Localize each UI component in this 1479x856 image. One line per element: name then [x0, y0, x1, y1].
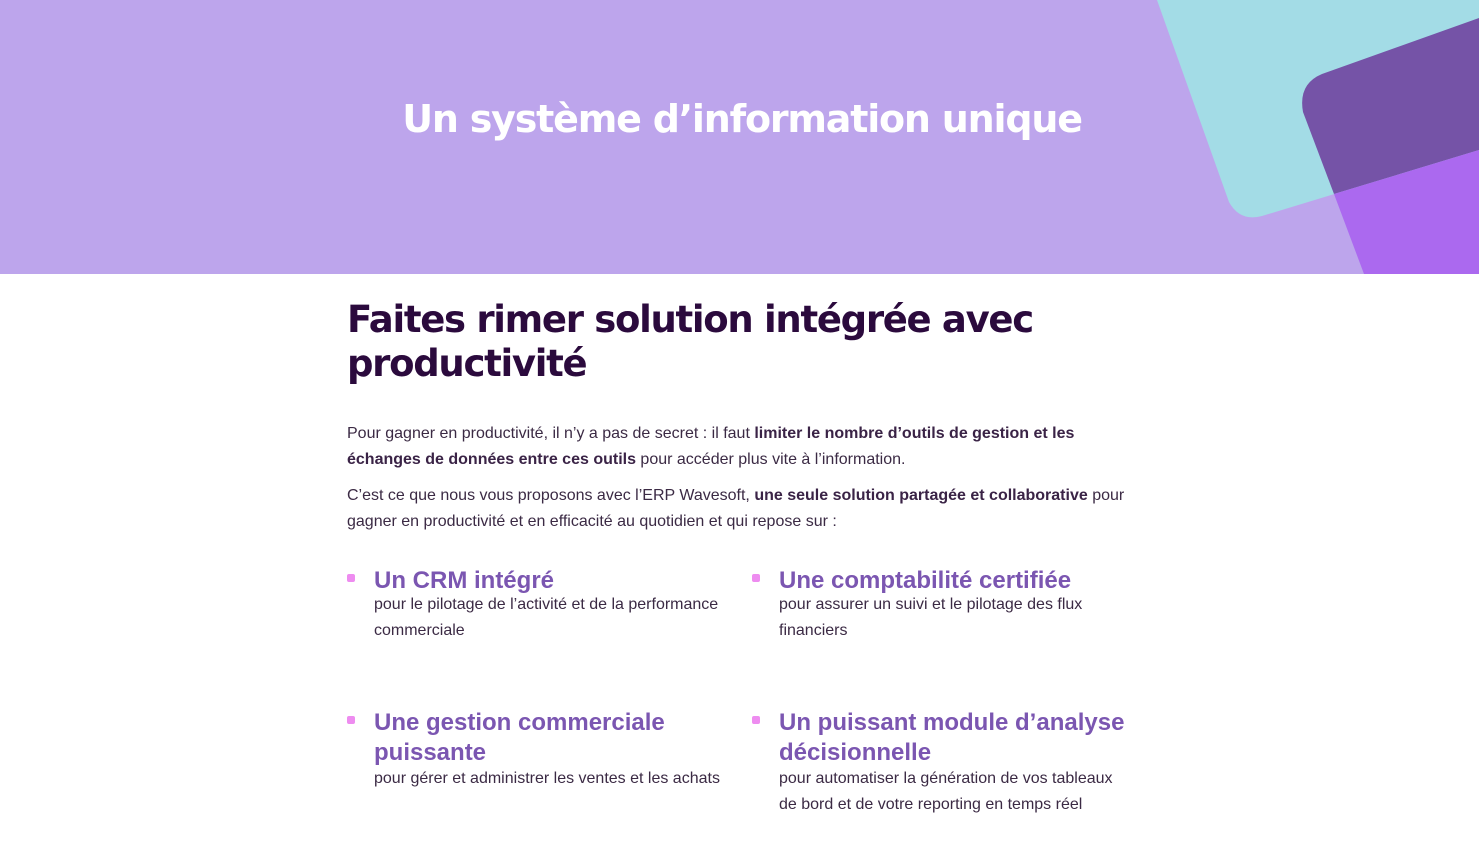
feature-title: Un CRM intégré	[374, 567, 554, 594]
paragraph-text: C’est ce que nous vous proposons avec l’ERP Wavesoft,	[347, 487, 755, 504]
bullet-icon	[752, 574, 760, 582]
paragraph-text: pour gagner en productivité et en efficacité au quotidien et qui repose sur :	[347, 487, 1125, 530]
feature-description: pour assurer un suivi et le pilotage des flux financiers	[779, 596, 1083, 639]
intro-paragraph-1	[347, 421, 1147, 473]
feature-description: pour automatiser la génération de vos tableaux de bord et de votre reporting en temps réel	[779, 770, 1113, 813]
paragraph-text: Pour gagner en productivité, il n’y a pas de secret : il faut	[347, 425, 755, 442]
bullet-icon	[347, 574, 355, 582]
intro-paragraph-2	[347, 483, 1147, 535]
feature-title: Une comptabilité certifiée	[779, 567, 1072, 594]
feature-description: pour le pilotage de l’activité et de la performance commerciale	[374, 596, 719, 639]
hero-banner	[0, 0, 1479, 274]
feature-title: Un puissant module d’analyse décisionnelle	[779, 709, 1125, 766]
paragraph-bold-text: une seule solution partagée et collaborative	[754, 487, 1088, 504]
hero-title: Un système d’information unique	[402, 97, 1082, 141]
paragraph-bold-text: limiter le nombre d’outils de gestion et les échanges de données entre ces outils	[347, 425, 1075, 468]
bullet-icon	[347, 716, 355, 724]
bullet-icon	[752, 716, 760, 724]
feature-description: pour gérer et administrer les ventes et les achats	[374, 770, 720, 787]
section-title: Faites rimer solution intégrée avec productivité	[347, 298, 1033, 385]
feature-title: Une gestion commerciale puissante	[374, 709, 665, 766]
paragraph-text: pour accéder plus vite à l’information.	[635, 451, 906, 468]
